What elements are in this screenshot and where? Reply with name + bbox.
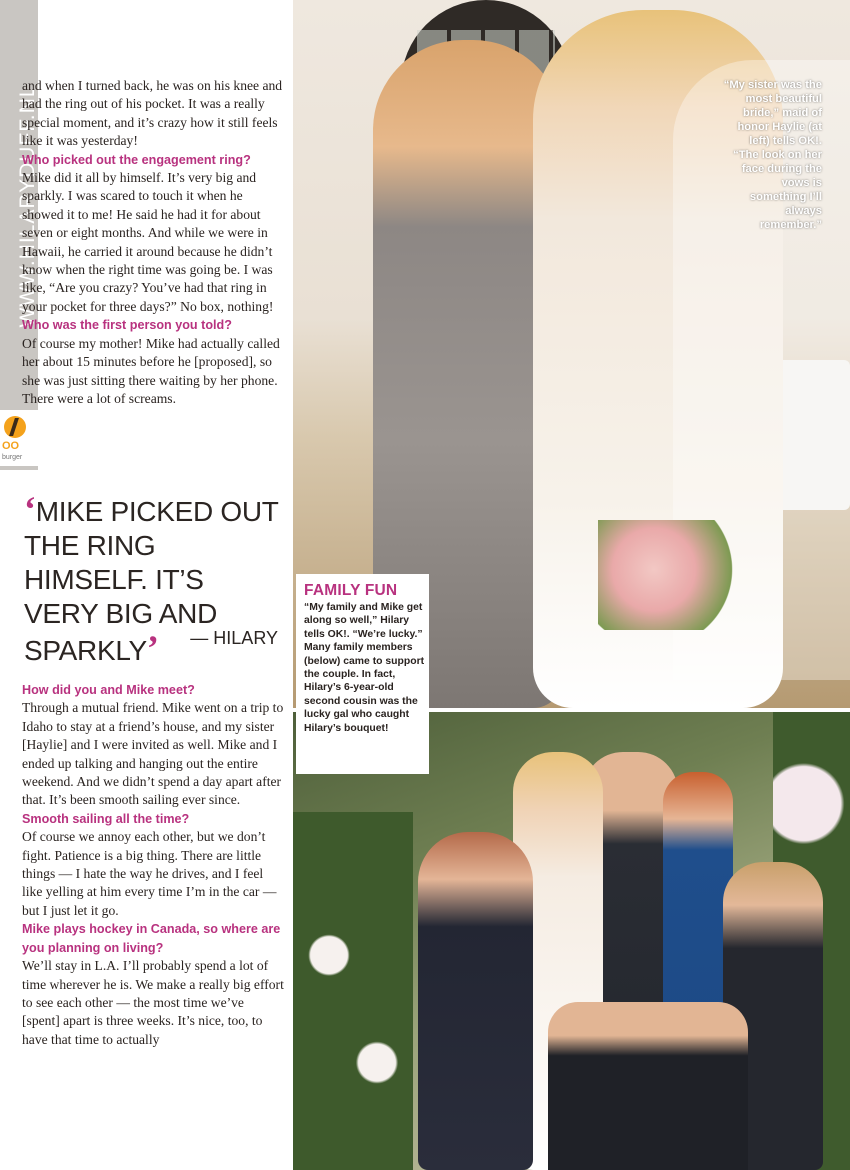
flower-wall-left [293, 812, 413, 1170]
article-paragraph: We’ll stay in L.A. I’ll probably spend a lot of time wherever he is. We make a really big effort to see each other — the most time we’ve [spent] apart is three weeks. It’s nice, too, to have that time to actually [22, 958, 284, 1047]
interview-question: Who was the first person you told? [22, 318, 232, 333]
family-caption-title: FAMILY FUN [304, 582, 398, 599]
interview-question: How did you and Mike meet? [22, 683, 195, 697]
children-figures [548, 1002, 748, 1170]
family-caption-body: “My family and Mike get along so well,” Hilary tells OK!. “We’re lucky.” Many family members (below) came to support the couple. In fact, Hilary’s 6-year-old second cousin was the lucky gal who caught Hilary’s bouquet! [304, 602, 425, 734]
photo-caption-sisters: “My sister was the most beautiful bride,” maid of honor Haylie (at left) tells OK!. “The look on her face during the vows is something I’ll always remember.” [723, 79, 822, 231]
article-paragraph: Through a mutual friend. Mike went on a trip to Idaho to stay at a friend’s house, and my sister [Haylie] and I were invited as well. Mike and I ended up talking and hanging out the entire weekend. And we didn’t spend a day apart after that. It’s been smooth sailing ever since. [22, 700, 284, 808]
family-caption-box [296, 574, 429, 774]
article-paragraph: and when I turned back, he was on his knee and had the ring out of his pocket. It was a really special moment, and it’s crazy how it still feels like it was yesterday! [22, 78, 283, 149]
interview-question: Mike plays hockey in Canada, so where are you planning on living? [22, 922, 281, 955]
watermark-text: WWW.HILARYDUFF.NL [16, 84, 39, 328]
article-paragraph: Of course we annoy each other, but we don’t fight. Patience is a big thing. There are little things — I hate the way he drives, and I feel like yelling at him every time I’m in the car — but I just let it go. [22, 829, 277, 918]
pull-quote-attribution: — HILARY [190, 628, 278, 648]
pull-quote-text: MIKE PICKED OUT THE RING HIMSELF. IT’S VERY BIG AND SPARKLY [24, 496, 279, 666]
site-logo [0, 410, 38, 466]
article-paragraph: Mike did it all by himself. It’s very big and sparkly. I was scared to touch it when he showed it to me! He said he had it for about seven or eight months. And while we were in Hawaii, he carried it around because he didn’t know when the right time was going be. I was like, “Are you crazy? You’ve had that ring in your pocket for three days?” No box, nothing! [22, 170, 274, 314]
quote-open-mark: ‘ [24, 489, 36, 529]
interview-question: Smooth sailing all the time? [22, 811, 190, 826]
interview-question: Who picked out the engagement ring? [22, 152, 251, 167]
article-column-bottom [22, 681, 284, 1049]
article-column-top [22, 77, 284, 408]
wedding-photo-family [293, 712, 850, 1170]
logo-subtext: burger [2, 454, 23, 461]
logo-text: OO [2, 440, 20, 452]
mother-figure [418, 832, 533, 1170]
article-paragraph: Of course my mother! Mike had actually called her about 15 minutes before he [proposed], so she was just sitting there waiting by her phone. There were a lot of screams. [22, 335, 280, 406]
bouquet [598, 520, 738, 630]
quote-close-mark: ’ [146, 628, 159, 668]
